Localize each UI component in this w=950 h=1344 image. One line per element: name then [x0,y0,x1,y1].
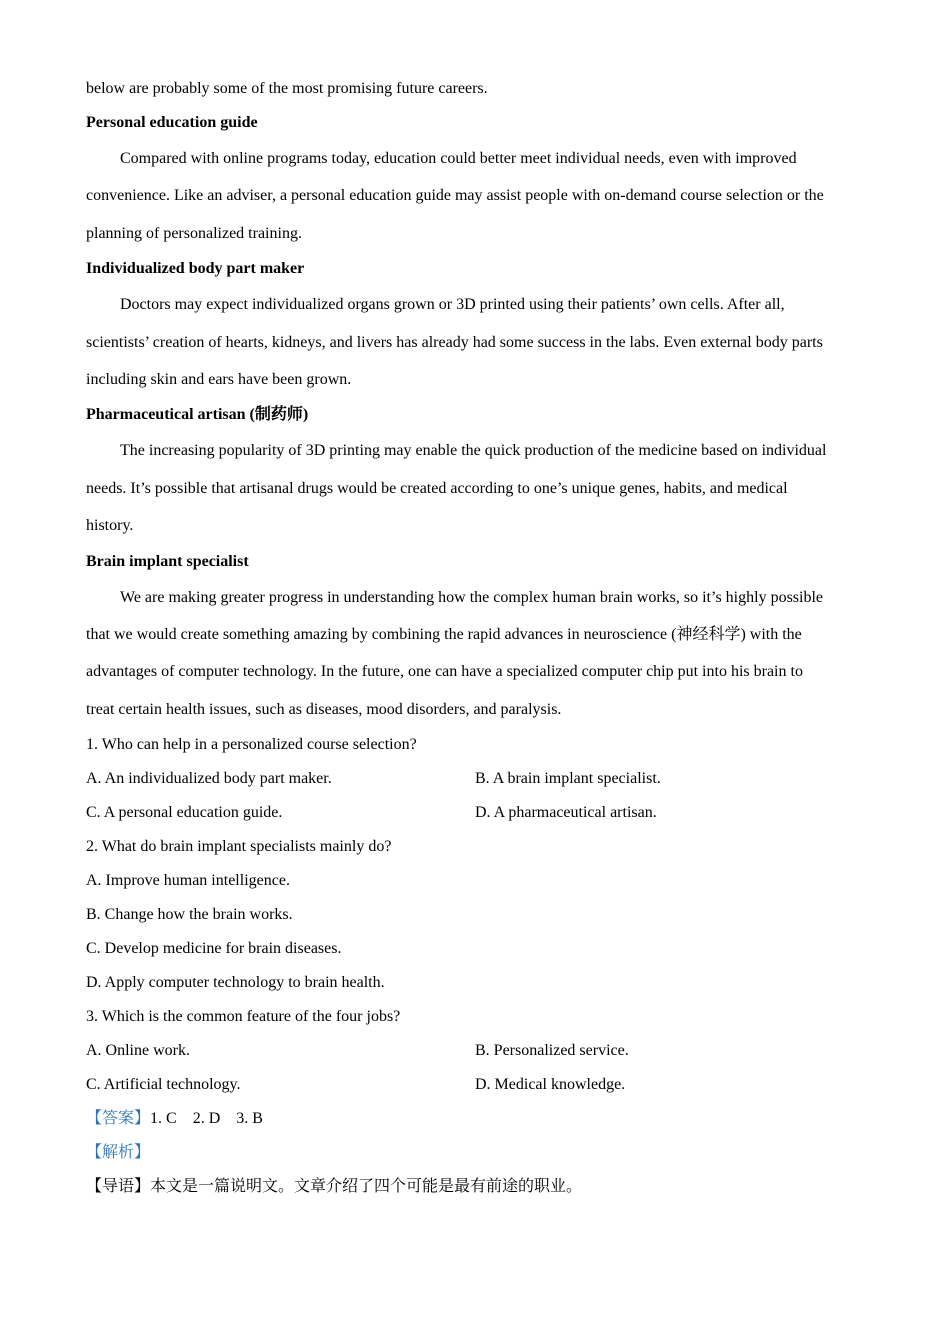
question-1-option-d: D. A pharmaceutical artisan. [475,804,657,822]
section-body-body-part-maker [86,286,866,398]
paragraph-line: including skin and ears have been grown. [86,371,352,389]
section-body-education-guide [86,140,866,252]
question-1-option-b: B. A brain implant specialist. [475,770,661,788]
question-1-options-row-2 [86,796,866,830]
paragraph-line: advantages of computer technology. In the future, one can have a specialized computer chip put into his brain to [86,663,803,681]
answer-text: 1. C 2. D 3. B [150,1110,263,1128]
section-heading-body-part-maker: Individualized body part maker [86,260,305,278]
paragraph-line: treat certain health issues, such as diseases, mood disorders, and paralysis. [86,700,562,718]
paragraph-line: convenience. Like an adviser, a personal education guide may assist people with on-demand course selection or the [86,187,824,205]
question-1-option-c: C. A personal education guide. [86,804,283,822]
paragraph-line: planning of personalized training. [86,224,302,242]
paragraph-line: history. [86,517,134,535]
paragraph-line: that we would create something amazing by combining the rapid advances in neuroscience (神经科学) with the [86,626,802,644]
section-body-pharmaceutical-artisan [86,432,866,544]
answer-label: 【答案】 [86,1110,151,1128]
question-3-option-d: D. Medical knowledge. [475,1076,626,1094]
question-3-options-row-2 [86,1068,866,1102]
question-1-options-row-1 [86,762,866,796]
analysis-label: 【解析】 [86,1144,151,1162]
question-2-option-a: A. Improve human intelligence. [86,872,290,890]
paragraph-line: Compared with online programs today, education could better meet individual needs, even with improved [120,150,797,167]
paragraph-line: needs. It’s possible that artisanal drugs would be created according to one’s unique genes, habits, and medical [86,479,788,497]
document-page [86,72,866,1204]
paragraph-line: We are making greater progress in understanding how the complex human brain works, so it’s highly possible [120,588,824,606]
analysis-line [86,1136,866,1170]
paragraph-line: The increasing popularity of 3D printing may enable the quick production of the medicine based on individual [120,442,827,460]
question-2-option-b: B. Change how the brain works. [86,906,293,924]
section-heading-pharmaceutical-artisan: Pharmaceutical artisan (制药师) [86,406,309,424]
guide-line: 【导语】本文是一篇说明文。文章介绍了四个可能是最有前途的职业。 [86,1178,583,1196]
question-1-stem: 1. Who can help in a personalized course selection? [86,736,417,754]
question-3-option-c: C. Artificial technology. [86,1076,241,1094]
section-heading-brain-implant-specialist: Brain implant specialist [86,552,249,570]
question-3-option-a: A. Online work. [86,1042,190,1060]
question-3-options-row-1 [86,1034,866,1068]
paragraph-line: Doctors may expect individualized organs grown or 3D printed using their patients’ own cells. After all, [120,296,785,314]
question-3-option-b: B. Personalized service. [475,1042,629,1060]
section-heading-education-guide: Personal education guide [86,114,258,131]
passage-intro-tail: below are probably some of the most promising future careers. [86,80,488,97]
answer-line [86,1102,866,1136]
question-2-option-d: D. Apply computer technology to brain health. [86,974,385,992]
question-1-option-a: A. An individualized body part maker. [86,770,332,788]
question-2-stem: 2. What do brain implant specialists mainly do? [86,838,392,856]
paragraph-line: scientists’ creation of hearts, kidneys, and livers has already had some success in the labs. Even external body parts [86,333,823,351]
question-2-option-c: C. Develop medicine for brain diseases. [86,940,342,958]
question-3-stem: 3. Which is the common feature of the four jobs? [86,1008,401,1026]
section-body-brain-implant-specialist [86,579,866,729]
